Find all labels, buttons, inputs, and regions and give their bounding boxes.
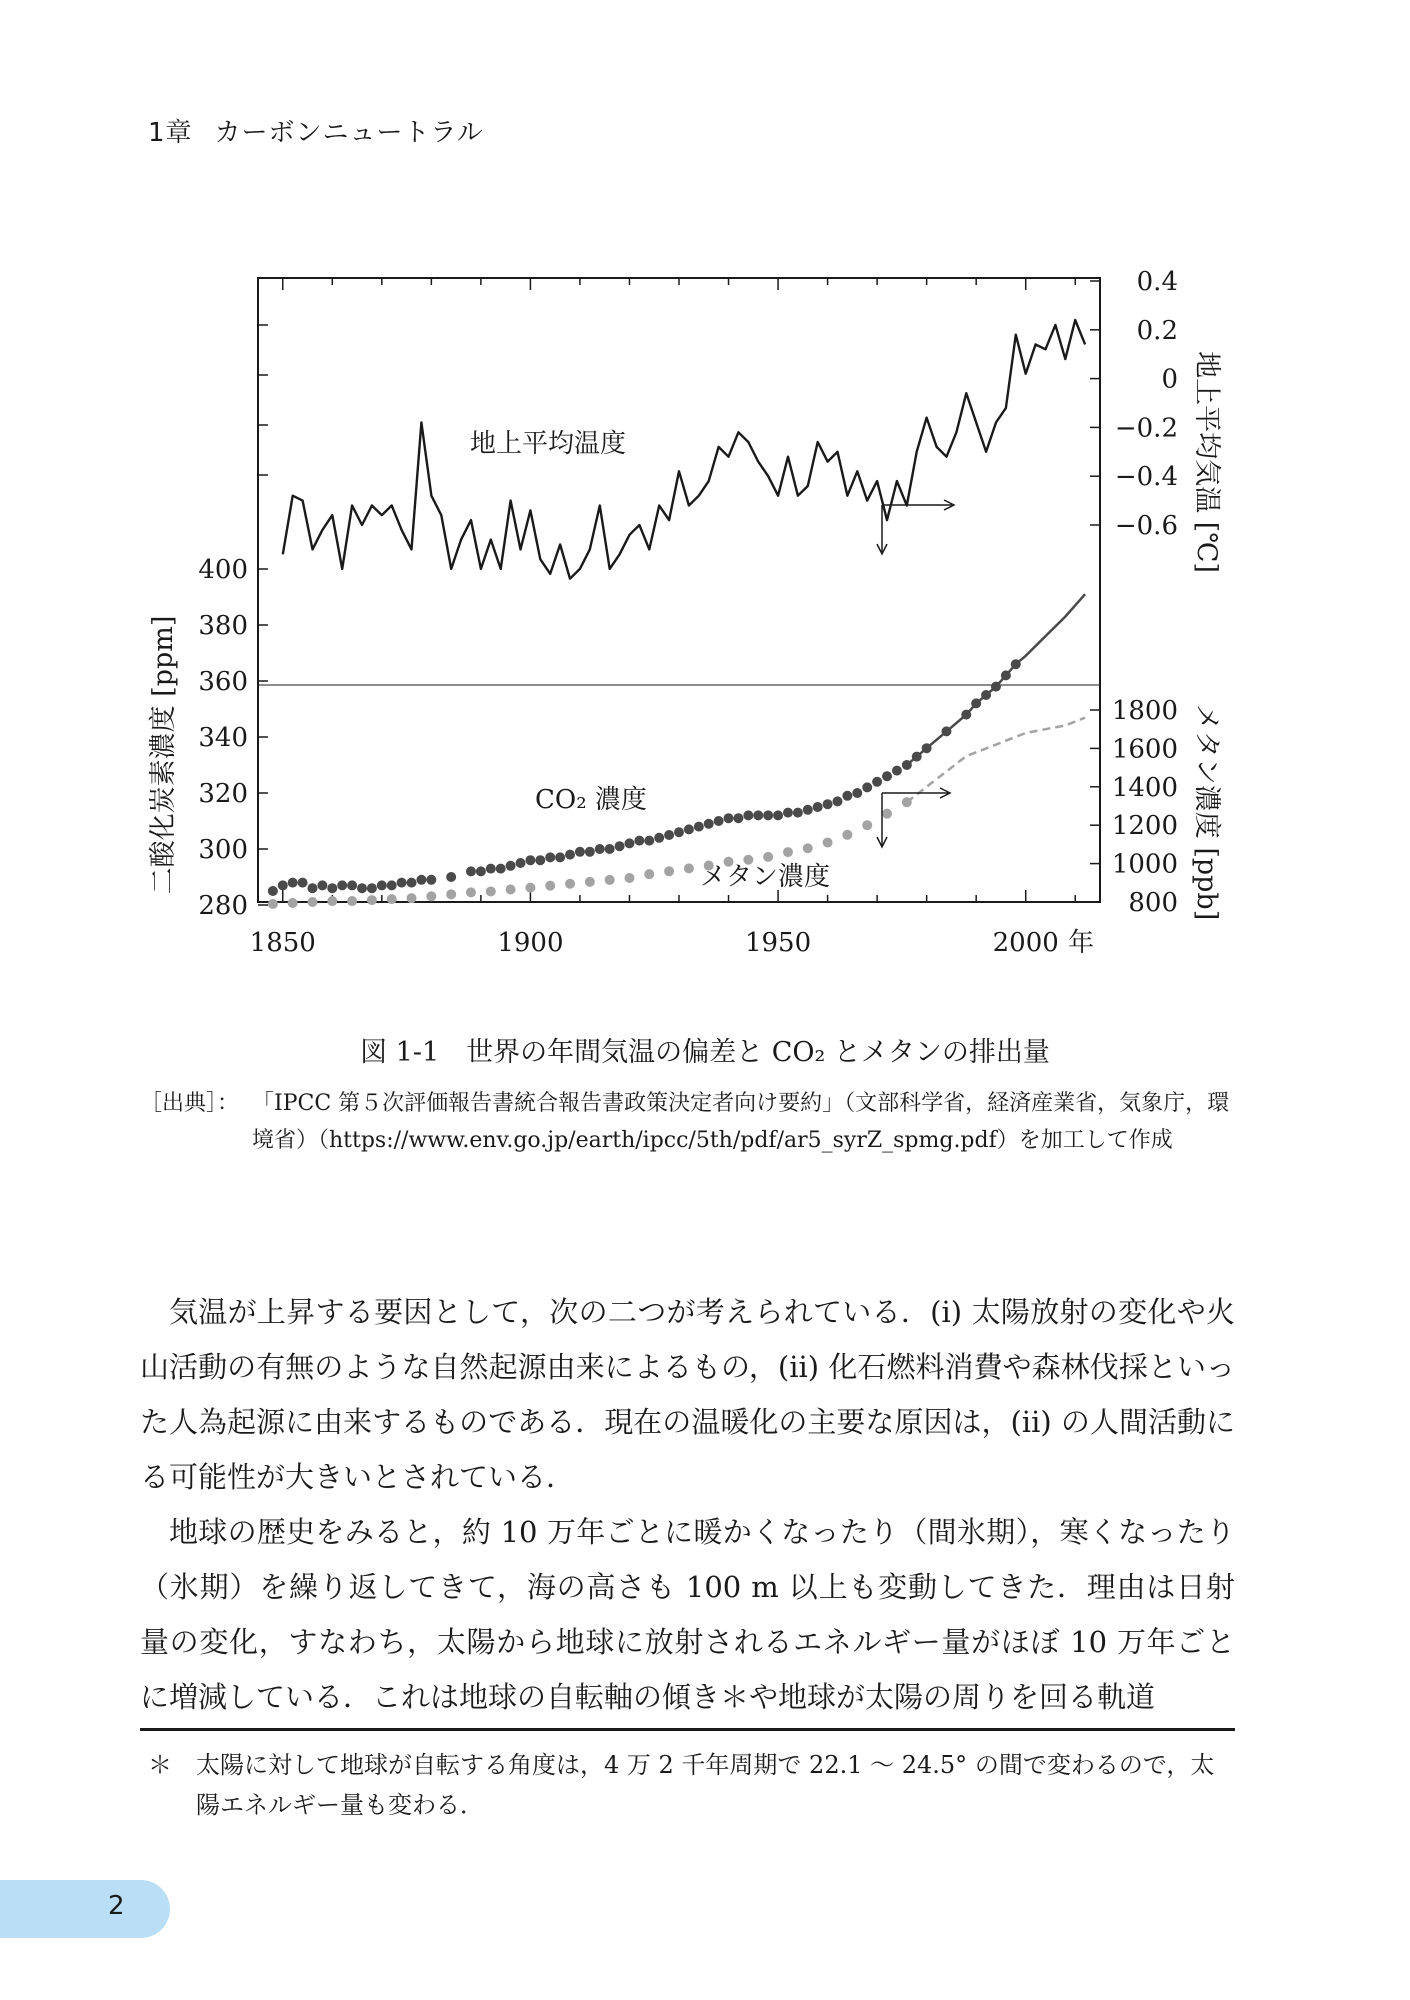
co2-point <box>268 886 278 896</box>
co2-point <box>555 852 565 862</box>
co2-point <box>476 866 486 876</box>
co2-point <box>397 878 407 888</box>
page-number-tab <box>0 1880 170 1938</box>
co2-point <box>298 878 308 888</box>
methane-point <box>426 891 436 901</box>
footnote <box>140 1745 1235 1825</box>
co2-point <box>407 878 417 888</box>
co2-point <box>565 850 575 860</box>
right-top-tick-label: −0.4 <box>1114 462 1178 493</box>
page-number: 2 <box>108 1891 125 1921</box>
right-bottom-axis-ticks <box>1090 696 1178 918</box>
methane-line <box>907 718 1085 803</box>
methane-point <box>605 875 615 885</box>
methane-point <box>466 887 476 897</box>
chapter-number: 1章 <box>148 118 193 148</box>
co2-point <box>516 858 526 868</box>
right-top-tick-label: −0.2 <box>1114 413 1178 444</box>
methane-point <box>268 899 278 909</box>
co2-point <box>387 880 397 890</box>
temperature-line <box>283 320 1085 579</box>
chapter-title: カーボンニュートラル <box>214 118 484 148</box>
methane-point <box>684 863 694 873</box>
right-bottom-tick-label: 1000 <box>1111 849 1178 880</box>
methane-point <box>486 886 496 896</box>
methane-point <box>644 869 654 879</box>
co2-point <box>714 816 724 826</box>
co2-point <box>466 866 476 876</box>
co2-point <box>813 802 823 812</box>
left-tick-label: 300 <box>198 835 248 865</box>
co2-point <box>337 880 347 890</box>
x-axis-ticks <box>250 278 1076 958</box>
methane-point <box>525 883 535 893</box>
methane-point <box>565 879 575 889</box>
co2-point <box>506 861 516 871</box>
figure-source <box>140 1085 1240 1159</box>
methane-point <box>446 889 456 899</box>
body-text <box>140 1285 1235 1725</box>
co2-point <box>862 782 872 792</box>
co2-point <box>624 838 634 848</box>
temperature-series <box>283 320 1085 579</box>
left-axis-label: 二酸化炭素濃度 [ppm] <box>148 615 179 895</box>
source-label: ［出典］： <box>140 1091 240 1116</box>
x-tick-label: 1950 <box>744 928 812 958</box>
co2-point <box>585 847 595 857</box>
right-top-tick-label: 0.4 <box>1136 267 1178 297</box>
co2-line <box>907 594 1085 765</box>
methane-point <box>545 881 555 891</box>
right-top-axis-label: 地上平均気温 [℃] <box>1191 351 1222 573</box>
co2-point <box>733 813 743 823</box>
co2-series <box>268 594 1085 896</box>
left-tick-label: 360 <box>198 667 248 697</box>
co2-point <box>327 883 337 893</box>
co2-point <box>347 880 357 890</box>
co2-point <box>763 810 773 820</box>
left-tick-label: 280 <box>198 891 248 921</box>
co2-point <box>605 844 615 854</box>
co2-point <box>644 836 654 846</box>
co2-point <box>317 880 327 890</box>
co2-point <box>674 827 684 837</box>
footnote-text: 太陽に対して地球が自転する角度は，4 万 2 千年周期で 22.1 ～ 24.5° の間で変わるので，太陽エネルギー量も変わる． <box>196 1751 1215 1819</box>
co2-point <box>773 810 783 820</box>
co2-point <box>595 844 605 854</box>
right-bottom-tick-label: 1400 <box>1111 772 1178 803</box>
co2-point <box>803 805 813 815</box>
methane-point <box>823 837 833 847</box>
x-axis-unit: 年 <box>1068 928 1095 958</box>
right-top-axis-ticks <box>1090 267 1178 541</box>
co2-point <box>783 808 793 818</box>
co2-point <box>743 810 753 820</box>
co2-point <box>882 771 892 781</box>
right-top-tick-label: 0.2 <box>1136 315 1178 346</box>
co2-series-label: CO₂ 濃度 <box>535 785 647 815</box>
methane-point <box>664 866 674 876</box>
methane-point <box>585 877 595 887</box>
arrow-annotations <box>877 500 954 847</box>
co2-point <box>654 833 664 843</box>
methane-point <box>288 898 298 908</box>
co2-point <box>535 855 545 865</box>
paragraph-1: 気温が上昇する要因として，次の二つが考えられている．(i) 太陽放射の変化や火山活動の有無のような自然起源由来によるもの，(ii) 化石燃料消費や森林伐採といった人為起源に由来するものである．現在の温暖化の主要な原因は，(ii) の人間活動にる可能性が大きいとされている． <box>140 1295 1235 1494</box>
co2-point <box>892 766 902 776</box>
methane-point <box>783 847 793 857</box>
co2-point <box>446 872 456 882</box>
co2-point <box>307 883 317 893</box>
x-tick-label: 1900 <box>497 928 564 958</box>
co2-point <box>545 852 555 862</box>
methane-point <box>803 843 813 853</box>
right-bottom-tick-label: 1600 <box>1111 734 1178 765</box>
methane-point <box>367 895 377 905</box>
methane-point <box>624 873 634 883</box>
co2-point <box>486 864 496 874</box>
co2-point <box>872 777 882 787</box>
methane-point <box>307 897 317 907</box>
right-bottom-tick-label: 800 <box>1128 888 1178 918</box>
left-tick-label: 380 <box>198 611 248 641</box>
co2-point <box>842 791 852 801</box>
co2-point <box>426 875 436 885</box>
co2-point <box>832 796 842 806</box>
co2-point <box>416 875 426 885</box>
methane-point <box>506 885 516 895</box>
left-tick-label: 340 <box>198 723 248 753</box>
co2-point <box>724 813 734 823</box>
co2-point <box>357 883 367 893</box>
co2-point <box>615 841 625 851</box>
methane-point <box>862 820 872 830</box>
right-bottom-tick-label: 1800 <box>1111 696 1178 726</box>
co2-point <box>684 824 694 834</box>
co2-point <box>793 808 803 818</box>
co2-point <box>367 883 377 893</box>
temp-series-label: 地上平均温度 <box>470 429 627 459</box>
co2-point <box>823 799 833 809</box>
co2-point <box>694 822 704 832</box>
footnote-mark: ＊ <box>148 1751 172 1779</box>
right-bottom-tick-label: 1200 <box>1111 811 1178 842</box>
methane-point <box>882 809 892 819</box>
x-tick-label: 1850 <box>249 928 316 958</box>
left-tick-label: 400 <box>198 555 248 585</box>
co2-point <box>278 880 288 890</box>
methane-point <box>347 896 357 906</box>
co2-point <box>704 819 714 829</box>
left-tick-label: 320 <box>198 779 248 809</box>
paragraph-2: 地球の歴史をみると，約 10 万年ごとに暖かくなったり（間氷期），寒くなったり（氷期）を繰り返してきて，海の高さも 100 m 以上も変動してきた．理由は日射量の変化，すなわち，太陽から地球に放射されるエネルギー量がほぼ 10 万年ごとに増減している．これは地球の自転軸の傾き＊や地球が太陽の周りを回る軌道 <box>140 1515 1235 1714</box>
co2-point <box>575 847 585 857</box>
co2-point <box>634 836 644 846</box>
plot-frame <box>258 278 1100 902</box>
methane-point <box>327 896 337 906</box>
co2-point <box>288 878 298 888</box>
methane-point <box>387 894 397 904</box>
methane-point <box>407 893 417 903</box>
methane-series <box>268 718 1085 909</box>
methane-point <box>842 830 852 840</box>
x-tick-label: 2000 <box>992 928 1059 958</box>
co2-point <box>525 855 535 865</box>
co2-point <box>664 830 674 840</box>
methane-point <box>763 852 773 862</box>
co2-point <box>753 810 763 820</box>
co2-point <box>852 788 862 798</box>
source-text: 「IPCC 第５次評価報告書統合報告書政策決定者向け要約」（文部科学省，経済産業省，気象庁，環境省）（https://www.env.go.jp/earth/ipcc/5th/pdf/ar5_syrZ_spmg.pdf）を加工して作成 <box>252 1091 1230 1153</box>
right-bottom-axis-label: メタン濃度 [ppb] <box>1191 703 1222 921</box>
right-top-tick-label: −0.6 <box>1114 511 1178 541</box>
footnote-rule <box>140 1728 1235 1731</box>
methane-series-label: メタン濃度 <box>700 862 831 892</box>
right-top-tick-label: 0 <box>1161 364 1178 395</box>
co2-point <box>496 864 506 874</box>
co2-point <box>377 880 387 890</box>
figure-caption: 図 1-1 世界の年間気温の偏差と CO₂ とメタンの排出量 <box>360 1037 1050 1068</box>
